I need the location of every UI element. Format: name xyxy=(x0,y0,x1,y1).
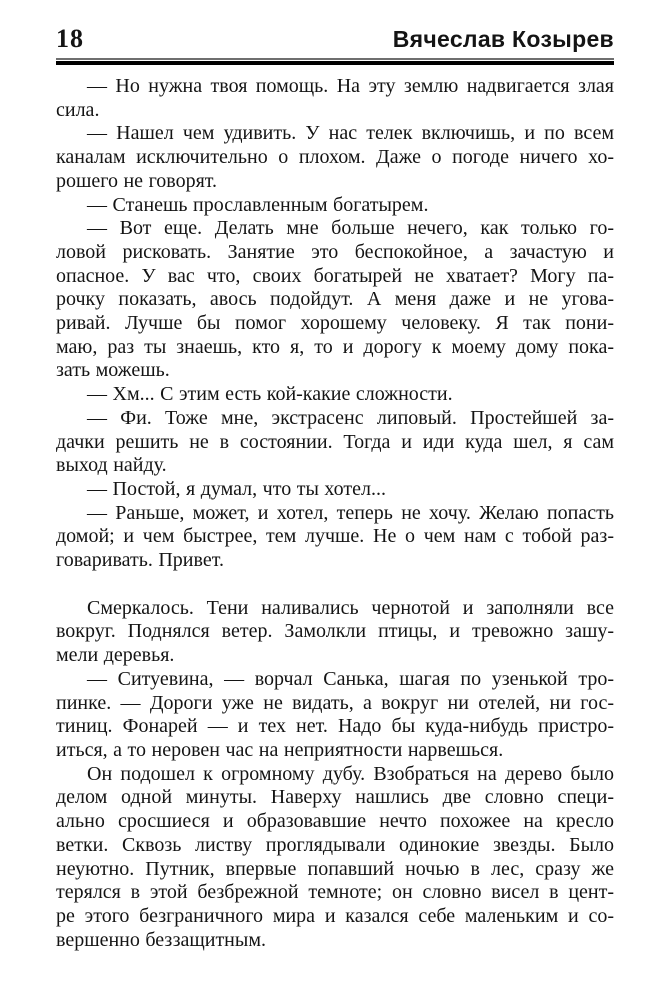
text-line: неуютно. Путник, впервые попавший ночью в лес, сразу же xyxy=(56,857,614,880)
paragraph xyxy=(56,75,614,122)
text-line: делом одной минуты. Наверху нашлись две словно специ- xyxy=(56,786,614,809)
text-line: — Раньше, может, и хотел, теперь не хочу. Желаю попасть xyxy=(87,501,614,524)
text-line: — Но нужна твоя помощь. На эту землю надвигается злая xyxy=(87,75,614,97)
text-line: дачки решить не в состоянии. Тогда и иди куда шел, я сам xyxy=(56,430,614,453)
page-header xyxy=(56,24,614,54)
text-line: говаривать. Привет. xyxy=(56,549,224,572)
text-line: — Хм... С этим есть кой-какие сложности. xyxy=(87,383,453,406)
header-rule-thick-line xyxy=(56,61,614,65)
text-line: пинке. — Дороги уже не видать, а вокруг ни отелей, ни гос- xyxy=(56,691,614,714)
text-line: ловой рисковать. Занятие это беспокойное, а зачастую и xyxy=(56,240,614,263)
paragraph xyxy=(56,217,614,383)
page-number: 18 xyxy=(56,24,84,53)
text-line: — Постой, я думал, что ты хотел... xyxy=(87,477,386,500)
text-line: каналам исключительно о плохом. Даже о погоде ничего хо- xyxy=(56,146,614,169)
text-line: Он подошел к огромному дубу. Взобраться на дерево было xyxy=(87,762,614,785)
paragraph xyxy=(56,597,614,668)
paragraph xyxy=(56,763,614,953)
header-rule-thin-line xyxy=(56,58,614,60)
text-line: ветки. Сквозь листву проглядывали одинокие звезды. Было xyxy=(56,833,614,856)
text-line: рочку показать, авось подойдут. А меня даже и не угова- xyxy=(56,288,614,311)
text-line: — Станешь прославленным богатырем. xyxy=(87,193,429,216)
running-title: Вячеслав Козырев xyxy=(392,26,614,52)
body-text xyxy=(56,75,614,952)
text-line: ре этого безграничного мира и казался себе маленьким и со- xyxy=(56,904,614,927)
text-line: — Нашел чем удивить. У нас телек включишь, и по всем xyxy=(87,122,614,145)
text-line: Смеркалось. Тени наливались чернотой и заполняли все xyxy=(87,596,614,619)
text-line: — Вот еще. Делать мне больше нечего, как только го- xyxy=(87,217,614,240)
text-line: тиниц. Фонарей — и тех нет. Надо бы куда-нибудь пристро- xyxy=(56,715,614,738)
paragraph xyxy=(56,478,614,502)
paragraph xyxy=(56,407,614,478)
text-line: рошего не говорят. xyxy=(56,169,218,192)
text-line: маю, раз ты знаешь, кто я, то и дорогу к моему дому пока- xyxy=(56,335,614,358)
paragraph xyxy=(56,668,614,763)
paragraph xyxy=(56,122,614,193)
text-line: домой; и чем быстрее, тем лучше. Не о чем нам с тобой раз- xyxy=(56,525,614,548)
paragraph xyxy=(56,383,614,407)
text-line: — Ситуевина, — ворчал Санька, шагая по узенькой тро- xyxy=(87,667,614,690)
text-line: сила. xyxy=(56,98,100,121)
text-line: иться, а то неровен час на неприятности нарвешься. xyxy=(56,738,504,761)
text-line: терялся в этой безбрежной темноте; он словно висел в цент- xyxy=(56,881,614,904)
text-line: мели деревья. xyxy=(56,644,175,667)
text-line: выход найду. xyxy=(56,454,167,477)
text-line: — Фи. Тоже мне, экстрасенс липовый. Простейшей за- xyxy=(87,406,614,429)
text-line: вокруг. Поднялся ветер. Замолкли птицы, и тревожно зашу- xyxy=(56,620,614,643)
paragraph xyxy=(56,194,614,218)
text-line: ально сросшиеся и образовавшие нечто похожее на кресло xyxy=(56,810,614,833)
text-line: зать можешь. xyxy=(56,359,170,382)
paragraph xyxy=(56,502,614,573)
text-line: ривай. Лучше бы помог хорошему человеку. Я так пони- xyxy=(56,312,614,335)
text-line: вершенно беззащитным. xyxy=(56,928,266,951)
header-rule xyxy=(56,58,614,65)
text-line: опасное. У вас что, своих богатырей не хватает? Могу па- xyxy=(56,264,614,287)
